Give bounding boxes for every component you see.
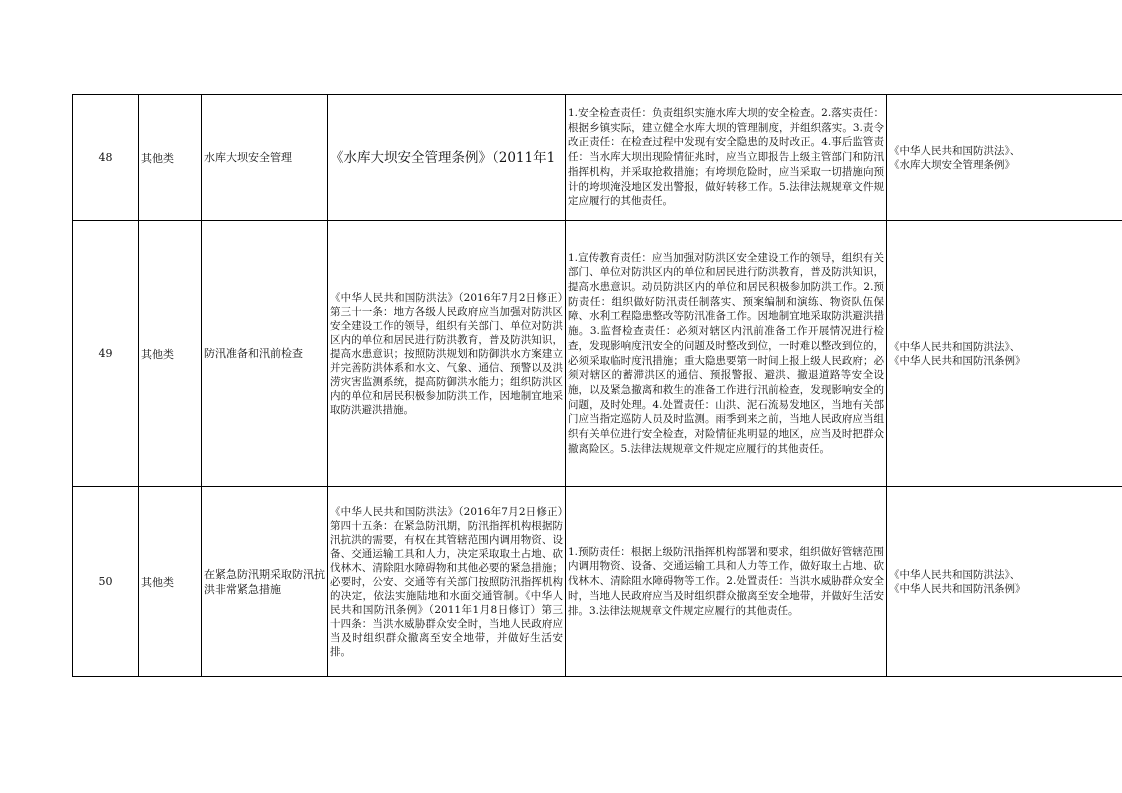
law-line: 《水库大坝安全管理条例》	[889, 158, 1015, 171]
row-law	[887, 95, 1122, 221]
row-category: 其他类	[139, 95, 202, 221]
row-law	[887, 221, 1122, 487]
law-line: 《中华人民共和国防汛条例》	[889, 582, 1026, 595]
table-row	[73, 221, 1122, 487]
row-basis: 《中华人民共和国防洪法》（2016年7月2日修正）第三十一条：地方各级人民政府应当加强对防洪区安全建设工作的领导，组织有关部门、单位对防洪区内的单位和居民进行防洪教育，普及防洪知识，提高水患意识；按照防洪规划和防御洪水方案建立并完善防洪体系和水文、气象、通信、预警以及洪涝灾害监测系统，提高防御洪水能力；组织防洪区内的单位和居民积极参加防洪工作，因地制宜地采取防洪避洪措施。	[328, 221, 566, 487]
row-category: 其他类	[139, 487, 202, 677]
row-item: 防汛准备和汛前检查	[202, 221, 328, 487]
table-row	[73, 95, 1122, 221]
row-item: 水库大坝安全管理	[202, 95, 328, 221]
row-number: 49	[73, 221, 139, 487]
law-line: 《中华人民共和国防洪法》、	[889, 144, 1021, 157]
row-responsibility: 1.宣传教育责任：应当加强对防洪区安全建设工作的领导，组织有关部门、单位对防洪区内的单位和居民进行防洪教育，普及防洪知识，提高水患意识。动员防洪区内的单位和居民积极参加防洪工作。2.预防责任：组织做好防汛责任制落实、预案编制和演练、物资队伍保障、水利工程隐患整改等防汛准备工作。因地制宜地采取防洪避洪措施。3.监督检查责任：必须对辖区内汛前准备工作开展情况进行检查，发现影响度汛安全的问题及时整改到位，一时难以整改到位的，必须采取临时度汛措施；重大隐患要第一时间上报上级人民政府；必须对辖区的蓄滞洪区的通信、预报警报、避洪、撤退道路等安全设施，以及紧急撤离和救生的准备工作进行汛前检查，发现影响安全的问题，及时处理。4.处置责任：山洪、泥石流易发地区，当地有关部门应当指定巡防人员及时监测。雨季到来之前，当地人民政府应当组织有关单位进行安全检查，对险情征兆明显的地区，应当及时把群众撤离险区。5.法律法规规章文件规定应履行的其他责任。	[566, 221, 887, 487]
law-line: 《中华人民共和国防洪法》、	[889, 340, 1021, 353]
row-basis: 《水库大坝安全管理条例》（2011年1	[328, 95, 566, 221]
row-responsibility: 1.预防责任：根据上级防汛指挥机构部署和要求，组织做好管辖范围内调用物资、设备、交通运输工具和人力等工作，做好取土占地、砍伐林木、清除阻水障碍物等工作。2.处置责任：当洪水威胁群众安全时，当地人民政府应当及时组织群众撤离至安全地带，并做好生活安排。3.法律法规规章文件规定应履行的其他责任。	[566, 487, 887, 677]
law-line: 《中华人民共和国防洪法》、	[889, 568, 1021, 581]
row-responsibility: 1.安全检查责任：负责组织实施水库大坝的安全检查。2.落实责任：根据乡镇实际，建立健全水库大坝的管理制度，并组织落实。3.责令改正责任：在检查过程中发现有安全隐患的及时改正。4.事后监管责任：当水库大坝出现险情征兆时，应当立即报告上级主管部门和防汛指挥机构，并采取抢救措施；有垮坝危险时，应当采取一切措施向预计的垮坝淹没地区发出警报，做好转移工作。5.法律法规规章文件规定应履行的其他责任。	[566, 95, 887, 221]
law-line: 《中华人民共和国防汛条例》	[889, 354, 1026, 367]
row-number: 50	[73, 487, 139, 677]
row-number: 48	[73, 95, 139, 221]
table-row	[73, 487, 1122, 677]
responsibility-table	[72, 94, 1122, 677]
row-item: 在紧急防汛期采取防汛抗洪非常紧急措施	[202, 487, 328, 677]
row-law	[887, 487, 1122, 677]
row-category: 其他类	[139, 221, 202, 487]
row-basis: 《中华人民共和国防洪法》（2016年7月2日修正）第四十五条：在紧急防汛期，防汛指挥机构根据防汛抗洪的需要，有权在其管辖范围内调用物资、设备、交通运输工具和人力，决定采取取土占地、砍伐林木、清除阻水障碍物和其他必要的紧急措施；必要时，公安、交通等有关部门按照防汛指挥机构的决定，依法实施陆地和水面交通管制。《中华人民共和国防汛条例》（2011年1月8日修订）第三十四条：当洪水威胁群众安全时，当地人民政府应当及时组织群众撤离至安全地带，并做好生活安排。	[328, 487, 566, 677]
